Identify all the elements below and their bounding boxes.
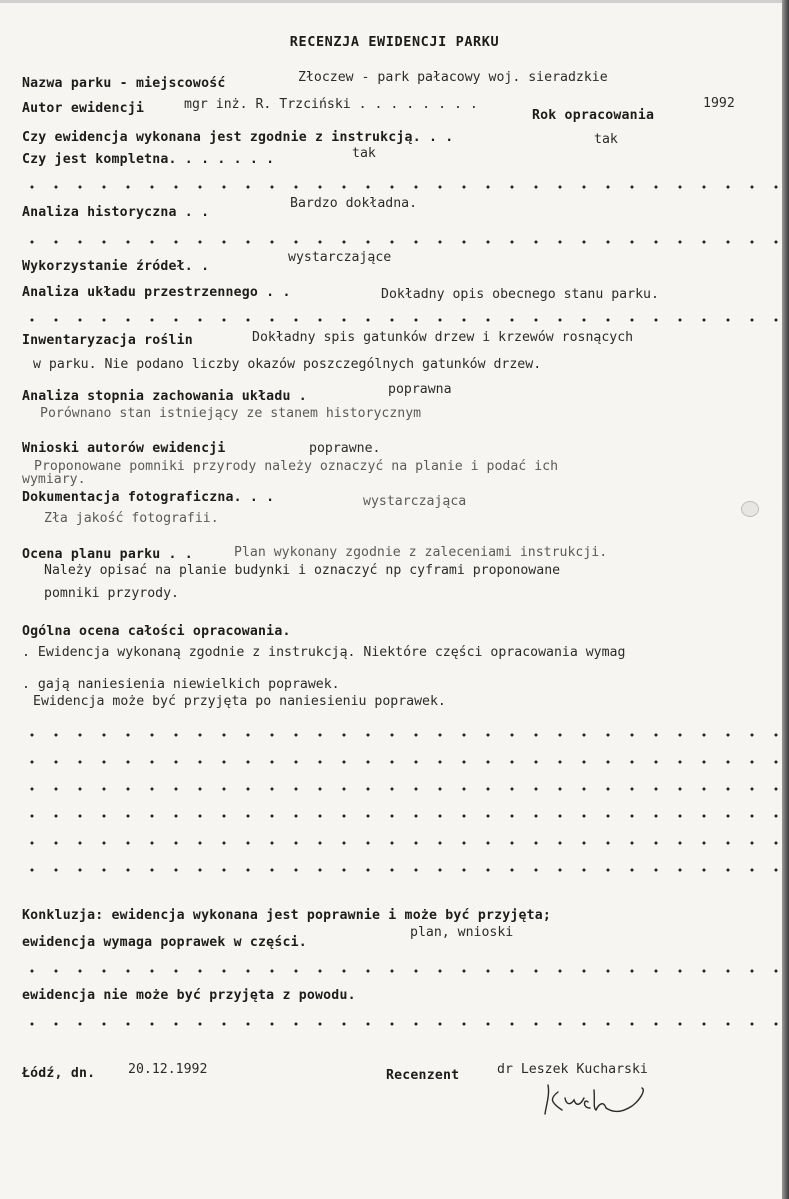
conclusion-line-3: ewidencja nie może być przyjęta z powodu. [22,988,356,1003]
compliance-value: tak [594,132,618,147]
dotted-line [20,786,780,792]
park-name-label: Nazwa parku - miejscowość [22,76,226,91]
reviewer-value: dr Leszek Kucharski [497,1062,648,1077]
year-value: 1992 [703,96,735,111]
place-date-label: Łódź, dn. [22,1066,96,1081]
handwritten-signature [540,1080,670,1120]
page-top-edge [0,0,789,3]
plant-inventory-label: Inwentaryzacja roślin [22,333,193,348]
conclusions-label: Wnioski autorów ewidencji [22,441,226,456]
date-value: 20.12.1992 [128,1062,208,1077]
complete-label: Czy jest kompletna. . . . . . . [22,152,275,167]
overall-value-2: . gają naniesienia niewielkich poprawek. [22,677,340,692]
dotted-line [20,1021,780,1027]
reviewer-label: Recenzent [386,1068,460,1083]
plant-inventory-value-2: w parku. Nie podano liczby okazów poszczególnych gatunków drzew. [33,357,542,372]
history-label: Analiza historyczna . . [22,205,210,220]
plant-inventory-value-1: Dokładny spis gatunków drzew i krzewów rosnących [252,330,634,345]
dotted-line [20,732,780,738]
conclusions-value-2: Proponowane pomniki przyrody należy oznaczyć na planie i podać ich [34,459,559,474]
overall-value-3: Ewidencja może być przyjęta po naniesieniu poprawek. [33,694,446,709]
overall-value-1: . Ewidencja wykonaną zgodnie z instrukcją. Niektóre części opracowania wymag [22,645,626,660]
spatial-layout-label: Analiza układu przestrzennego . . [22,285,291,300]
history-value: Bardzo dokładna. [290,196,418,211]
document-title: RECENZJA EWIDENCJI PARKU [289,34,500,50]
park-plan-value-3: pomniki przyrody. [44,586,179,601]
dotted-line [20,759,780,765]
conclusion-line-2: ewidencja wymaga poprawek w części. [22,935,307,950]
dotted-line [20,813,780,819]
complete-value: tak [352,146,376,161]
preservation-value-2: Porównano stan istniejący ze stanem historycznym [40,406,422,421]
conclusions-value-3: wymiary. [22,472,86,487]
page-right-edge [782,0,789,1199]
park-plan-value-2: Należy opisać na planie budynki i oznaczyć np cyframi proponowane [44,563,561,578]
park-name-value: Złoczew - park pałacowy woj. sieradzkie [298,70,608,85]
photo-docs-value-2: Zła jakość fotografii. [44,511,219,526]
author-value: mgr inż. R. Trzciński . . . . . . . . [184,97,478,112]
park-plan-label: Ocena planu parku . . [22,547,193,562]
sources-label: Wykorzystanie źródeł. . [22,259,210,274]
photo-docs-label: Dokumentacja fotograficzna. . . [22,490,275,505]
conclusion-line-2-value: plan, wnioski [410,925,514,940]
year-label: Rok opracowania [532,108,655,123]
author-label: Autor ewidencji [22,101,145,116]
dotted-line [20,317,780,323]
dotted-line [20,867,780,873]
overall-label: Ogólna ocena całości opracowania. [22,624,291,639]
spatial-layout-value: Dokładny opis obecnego stanu parku. [381,287,659,302]
punch-hole [741,501,759,517]
park-plan-value-1: Plan wykonany zgodnie z zaleceniami instrukcji. [234,545,608,560]
dotted-line [20,184,780,190]
compliance-label: Czy ewidencja wykonana jest zgodnie z instrukcją. . . [22,130,454,145]
dotted-line [20,840,780,846]
conclusion-line-1: Konkluzja: ewidencja wykonana jest poprawnie i może być przyjęta; [22,908,552,923]
sources-value: wystarczające [288,250,392,265]
conclusions-value-1: poprawne. [309,441,381,456]
preservation-value-1: poprawna [388,382,452,397]
dotted-line [20,968,780,974]
dotted-line [20,239,780,245]
photo-docs-value-1: wystarczająca [363,494,467,509]
preservation-label: Analiza stopnia zachowania układu . [22,389,307,404]
